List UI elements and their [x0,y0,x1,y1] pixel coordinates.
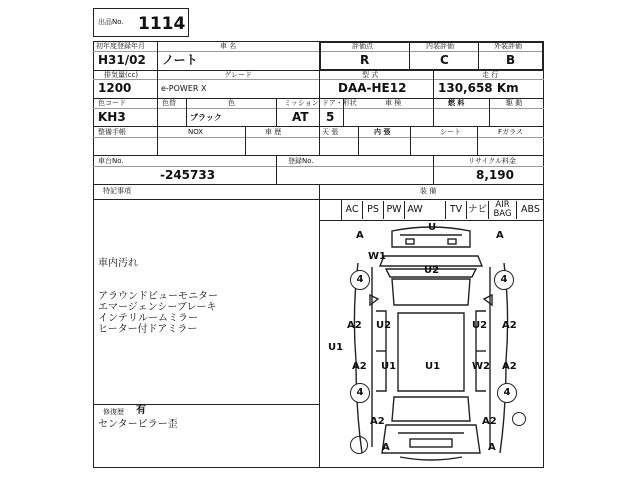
interior-label: 内装評価 [426,42,454,50]
chassis-number: -245733 [160,168,216,182]
maintenance-book-label: 整備手帳 [98,128,126,136]
equipment-tv: TV [445,201,466,219]
damage-mark: A [496,230,504,241]
note-line: インテリルームミラー [98,313,198,324]
repair-detail: センターピラー歪 [98,419,178,430]
exterior-score: B [506,53,516,67]
damage-mark: W2 [472,361,490,372]
damage-mark: A2 [502,320,517,331]
reg-number-label: 登録No. [288,157,314,165]
note-line: 車内汚れ [98,258,138,269]
history-label: 車 歴 [265,128,282,136]
equipment-pw: PW [383,201,404,219]
tire-mark: 4 [350,270,370,290]
equipment-ac: AC [341,201,362,219]
tire-mark: 4 [497,383,517,403]
damage-mark: U1 [381,361,397,372]
damage-mark: U [428,222,437,233]
damage-mark: A2 [352,361,367,372]
displacement: 1200 [98,81,132,95]
damage-mark: A [382,442,390,453]
damage-mark: A2 [347,320,362,331]
trim-label: 内 張 [374,128,391,136]
damage-mark: A2 [502,361,517,372]
color-change-label: 色替 [162,99,176,107]
doors-label: ドア・形状 [322,99,357,107]
damage-mark: U1 [328,342,344,353]
interior-score: C [440,53,449,67]
grade: e-POWER X [161,84,207,93]
tire-mark: 4 [350,383,370,403]
damage-mark: W1 [368,251,386,262]
lot-number: 1114 [138,14,186,34]
doors: 5 [326,110,335,124]
front-tire-icon [350,436,368,454]
tire-mark: 4 [494,270,514,290]
exterior-label: 外装評価 [494,42,522,50]
damage-mark: A [488,442,496,453]
equipment-aw: AW [404,201,425,219]
lot-number-label: 出品No. [98,18,124,26]
transmission: AT [292,110,309,124]
score-label: 評価点 [352,42,373,50]
equipment-label: 装 備 [420,187,437,195]
seat-label: シート [440,128,461,136]
headliner-label: 天 張 [322,128,339,136]
color-code: KH3 [98,110,126,124]
grade-label: グレード [224,71,252,79]
equipment-airbag: AIR BAG [488,201,516,219]
mileage: 130,658 Km [438,81,519,95]
recycle-fee: 8,190 [476,168,514,182]
damage-mark: A2 [370,416,385,427]
car-damage-diagram [320,221,543,467]
car-name: ノート [162,53,198,67]
damage-mark: A2 [482,416,497,427]
note-line: アラウンドビューモニター [98,291,218,302]
car-name-label: 車 名 [220,42,237,50]
drive-label: 駆 動 [506,99,523,107]
equipment-ps: PS [362,201,383,219]
windshield-label: Fガラス [498,128,523,136]
damage-mark: U2 [472,320,488,331]
equipment-navi: ナビ [466,201,488,219]
nox-label: NOX [188,128,204,136]
note-line: ヒーター付ドアミラー [98,324,198,335]
first-reg: H31/02 [98,53,146,67]
damage-mark: U2 [376,320,392,331]
color: ブラック [190,113,222,122]
notes-label: 特記事項 [103,187,131,195]
chassis-label: 車台No. [98,157,124,165]
repair-history-label: 修復歴 [103,408,124,416]
note-line: エマージェンシーブレーキ [98,302,217,313]
first-reg-label: 初年度登録年月 [96,42,145,50]
color-label: 色 [228,99,235,107]
repair-history-value: 有 [136,405,146,416]
color-code-label: 色コード [98,99,126,107]
transmission-label: ミッション [284,99,319,107]
rear-tire-icon [512,412,526,426]
mileage-label: 走 行 [482,71,499,79]
score: R [360,53,370,67]
damage-mark: U1 [425,361,441,372]
lot-number-box [93,8,189,37]
fuel-label: 燃 料 [448,99,465,107]
inspection-label: 車 検 [385,99,402,107]
recycle-label: リサイクル料金 [468,157,517,165]
displacement-label: 排気量(cc) [104,71,139,79]
equipment-abs: ABS [516,201,544,219]
damage-mark: A [356,230,364,241]
damage-mark: U2 [424,265,440,276]
model: DAA-HE12 [338,81,407,95]
model-label: 型 式 [362,71,379,79]
